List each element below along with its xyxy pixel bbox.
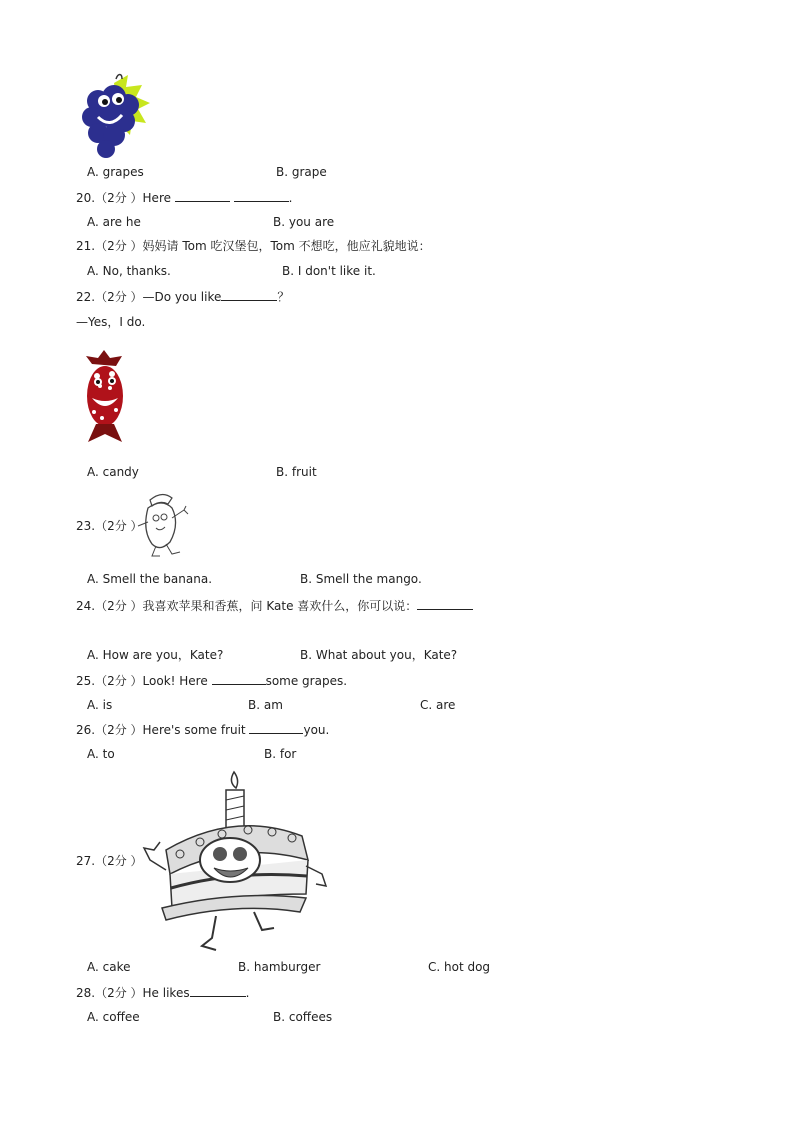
q24-option-a[interactable]: A. How are you，Kate? bbox=[87, 648, 224, 662]
q20-question bbox=[76, 189, 292, 206]
q22-option-a[interactable]: A. candy bbox=[87, 465, 139, 479]
q28-option-a[interactable]: A. coffee bbox=[87, 1010, 140, 1024]
q23-question: 23.（2分 ） bbox=[76, 519, 143, 533]
candy-illustration bbox=[82, 350, 128, 444]
q26-option-b[interactable]: B. for bbox=[264, 747, 297, 761]
q24-question bbox=[76, 597, 473, 614]
q27-option-c[interactable]: C. hot dog bbox=[428, 960, 491, 974]
q28-label: 28.（2分 ）He likes bbox=[76, 986, 190, 1000]
q25-option-a[interactable]: A. is bbox=[87, 698, 113, 712]
q21-option-a[interactable]: A. No, thanks. bbox=[87, 264, 171, 278]
q23-option-b[interactable]: B. Smell the mango. bbox=[300, 572, 422, 586]
q27-option-b[interactable]: B. hamburger bbox=[238, 960, 321, 974]
q25-option-b[interactable]: B. am bbox=[248, 698, 283, 712]
q20-end: . bbox=[288, 191, 293, 205]
q20-option-b[interactable]: B. you are bbox=[273, 215, 335, 229]
q24-blank[interactable] bbox=[417, 597, 473, 610]
q22-label: 22.（2分 ）—Do you like bbox=[76, 290, 222, 304]
q26-question bbox=[76, 721, 329, 738]
q28-end: . bbox=[245, 986, 250, 1000]
q22-blank[interactable] bbox=[221, 288, 277, 301]
q20-option-a[interactable]: A. are he bbox=[87, 215, 141, 229]
q27-question: 27.（2分 ） bbox=[76, 854, 143, 868]
q22-end: ？ bbox=[277, 290, 290, 304]
q27-option-a[interactable]: A. cake bbox=[87, 960, 131, 974]
q23-option-a[interactable]: A. Smell the banana. bbox=[87, 572, 213, 586]
q26-label: 26.（2分 ）Here's some fruit bbox=[76, 723, 246, 737]
q24-option-b[interactable]: B. What about you，Kate? bbox=[300, 648, 458, 662]
q25-label: 25.（2分 ）Look! Here bbox=[76, 674, 208, 688]
q21-option-b[interactable]: B. I don't like it. bbox=[282, 264, 376, 278]
q20-blank-1[interactable] bbox=[175, 189, 230, 202]
q28-question bbox=[76, 984, 249, 1001]
q26-option-a[interactable]: A. to bbox=[87, 747, 115, 761]
q26-blank[interactable] bbox=[249, 721, 303, 734]
q22-option-b[interactable]: B. fruit bbox=[276, 465, 317, 479]
q19-option-b[interactable]: B. grape bbox=[276, 165, 327, 179]
q20-label: 20.（2分 ）Here bbox=[76, 191, 171, 205]
q22-answer: —Yes，I do. bbox=[76, 315, 146, 329]
q25-option-c[interactable]: C. are bbox=[420, 698, 456, 712]
q25-blank[interactable] bbox=[212, 672, 266, 685]
q24-label: 24.（2分 ）我喜欢苹果和香蕉，问 Kate 喜欢什么，你可以说： bbox=[76, 599, 418, 613]
grapes-illustration bbox=[76, 73, 152, 159]
q28-blank[interactable] bbox=[190, 984, 246, 997]
q20-blank-2[interactable] bbox=[234, 189, 289, 202]
q22-question bbox=[76, 288, 289, 305]
q19-option-a[interactable]: A. grapes bbox=[87, 165, 144, 179]
q28-option-b[interactable]: B. coffees bbox=[273, 1010, 333, 1024]
mango-illustration bbox=[132, 490, 198, 558]
q21-question: 21.（2分 ）妈妈请 Tom 吃汉堡包，Tom 不想吃，他应礼貌地说： bbox=[76, 239, 431, 253]
cake-illustration bbox=[140, 770, 330, 954]
q25-end: some grapes. bbox=[265, 674, 348, 688]
q25-question bbox=[76, 672, 347, 689]
q26-end: you. bbox=[303, 723, 330, 737]
